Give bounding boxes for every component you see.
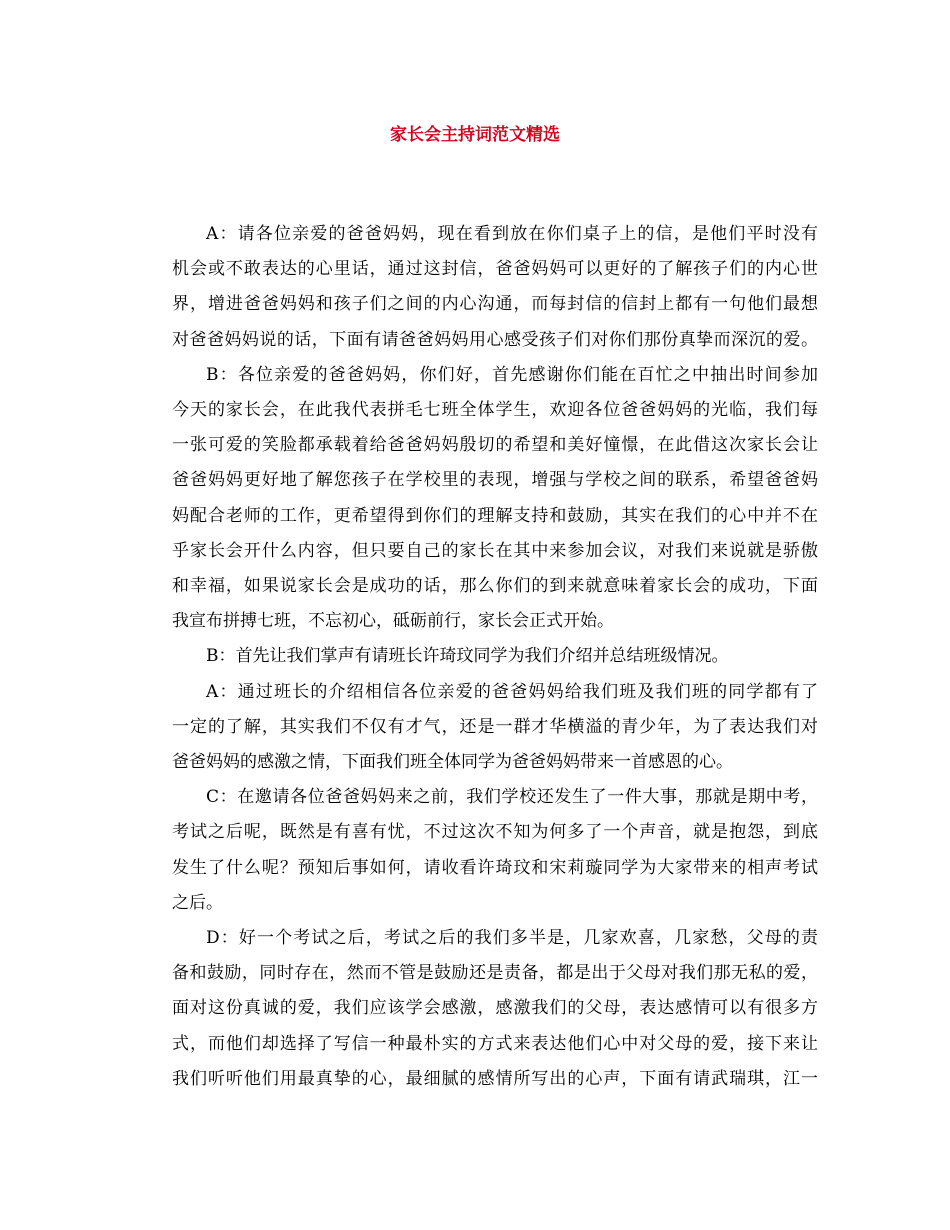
document-body	[138, 217, 818, 1097]
text-line: 我宣布拼搏七班，不忘初心，砥砺前行，家长会正式开始。	[172, 611, 614, 632]
document-title: 家长会主持词范文精选	[390, 125, 560, 145]
paragraph-b-welcome	[138, 358, 818, 640]
paragraph-b-monitor	[138, 639, 818, 674]
text-line: 爸爸妈妈更好地了解您孩子在学校里的表现，增强与学校之间的联系，希望爸爸妈	[172, 470, 818, 491]
text-line: C：在邀请各位爸爸妈妈来之前，我们学校还发生了一件大事，那就是期中考，	[206, 787, 818, 808]
text-line: 之后。	[172, 892, 223, 913]
text-line: 对爸爸妈妈说的话，下面有请爸爸妈妈用心感受孩子们对你们那份真挚而深沉的爱。	[172, 329, 818, 350]
text-line: 爸爸妈妈的感激之情，下面我们班全体同学为爸爸妈妈带来一首感恩的心。	[172, 752, 733, 773]
paragraph-d-letters	[138, 921, 818, 1097]
paragraph-c-exam	[138, 780, 818, 921]
paragraph-a-song	[138, 675, 818, 781]
text-line: 乎家长会开什么内容，但只要自己的家长在其中来参加会议，对我们来说就是骄傲	[172, 540, 818, 561]
text-line: 一定的了解，其实我们不仅有才气，还是一群才华横溢的青少年，为了表达我们对	[172, 716, 818, 737]
text-line: B：各位亲爱的爸爸妈妈，你们好，首先感谢你们能在百忙之中抽出时间参加	[206, 364, 818, 385]
text-line: 机会或不敢表达的心里话，通过这封信，爸爸妈妈可以更好的了解孩子们的内心世	[172, 259, 818, 280]
text-line: 我们听听他们用最真挚的心，最细腻的感情所写出的心声，下面有请武瑞琪，江一	[172, 1068, 818, 1089]
text-line: B：首先让我们掌声有请班长许琦玟同学为我们介绍并总结班级情况。	[206, 646, 729, 667]
text-line: 今天的家长会，在此我代表拼毛七班全体学生，欢迎各位爸爸妈妈的光临，我们每	[172, 400, 818, 421]
text-line: 一张可爱的笑脸都承载着给爸爸妈妈殷切的希望和美好憧憬，在此借这次家长会让	[172, 435, 818, 456]
text-line: 考试之后呢，既然是有喜有忧，不过这次不知为何多了一个声音，就是抱怨，到底	[172, 822, 818, 843]
text-line: A：通过班长的介绍相信各位亲爱的爸爸妈妈给我们班及我们班的同学都有了	[206, 681, 818, 702]
text-line: 妈配合老师的工作，更希望得到你们的理解支持和鼓励，其实在我们的心中并不在	[172, 505, 818, 526]
text-line: D：好一个考试之后，考试之后的我们多半是，几家欢喜，几家愁，父母的责	[206, 928, 818, 949]
paragraph-a-letters	[138, 217, 818, 358]
text-line: 式，而他们却选择了写信一种最朴实的方式来表达他们心中对父母的爱，接下来让	[172, 1033, 818, 1054]
text-line: 备和鼓励，同时存在，然而不管是鼓励还是责备，都是出于父母对我们那无私的爱，	[172, 963, 818, 984]
text-line: 界，增进爸爸妈妈和孩子们之间的内心沟通，而每封信的信封上都有一句他们最想	[172, 294, 818, 315]
text-line: A：请各位亲爱的爸爸妈妈，现在看到放在你们桌子上的信，是他们平时没有	[206, 224, 818, 244]
text-line: 面对这份真诚的爱，我们应该学会感激，感激我们的父母，表达感情可以有很多方	[172, 998, 818, 1019]
text-line: 发生了什么呢？预知后事如何，请收看许琦玟和宋莉璇同学为大家带来的相声考试	[172, 857, 818, 878]
text-line: 和幸福，如果说家长会是成功的话，那么你们的到来就意味着家长会的成功，下面	[172, 576, 818, 597]
